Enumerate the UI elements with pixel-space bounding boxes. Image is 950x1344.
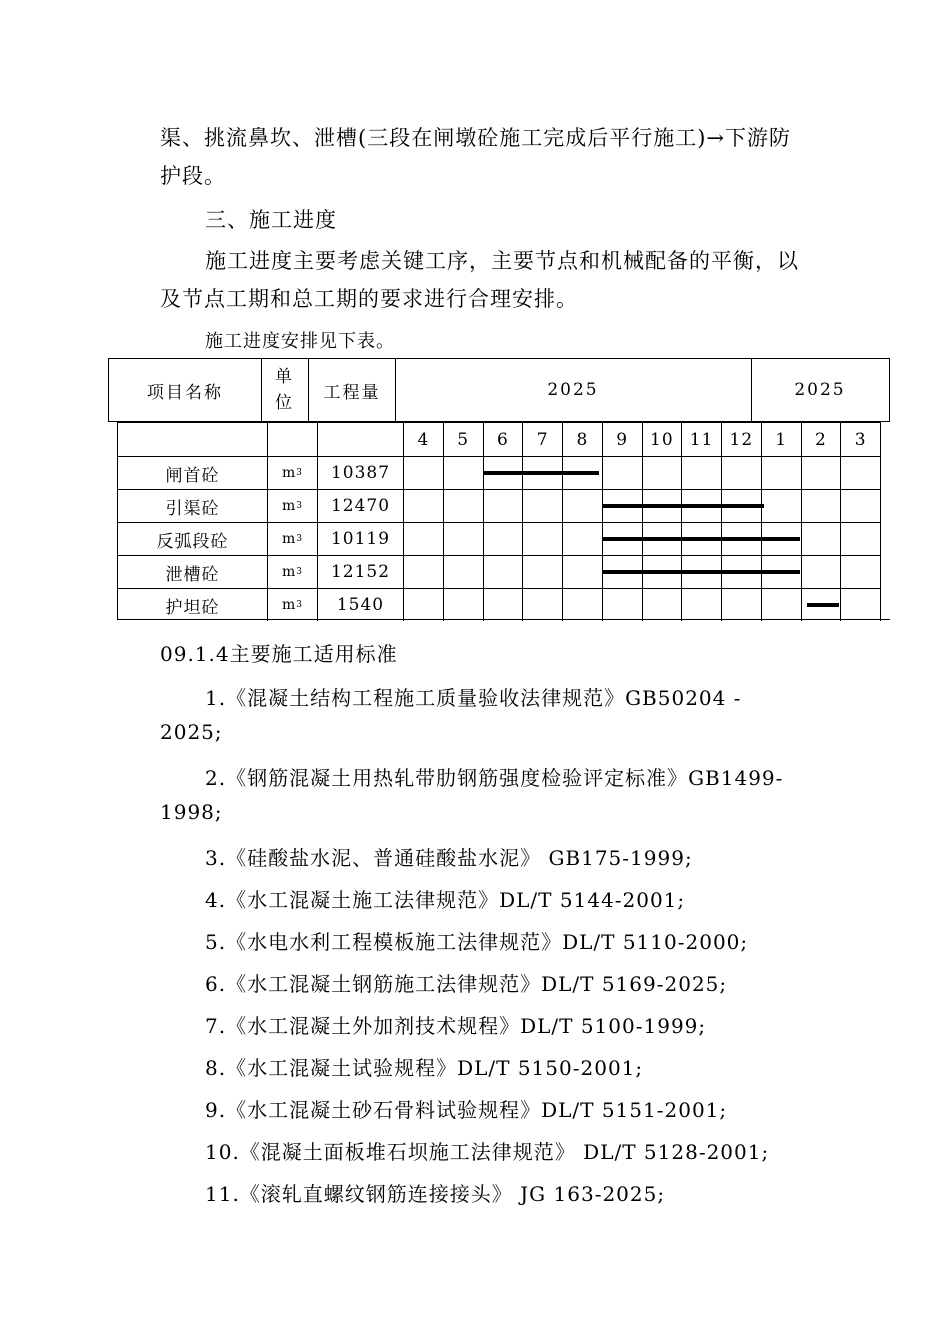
month-cell xyxy=(643,456,683,489)
month-cell xyxy=(404,489,444,522)
month-cell xyxy=(444,555,484,588)
month-header: 2 xyxy=(802,422,842,456)
month-header: 5 xyxy=(444,422,484,456)
row-unit xyxy=(268,456,318,489)
unit-superscript: 3 xyxy=(296,468,303,478)
month-header: 11 xyxy=(682,422,722,456)
row-name: 反弧段砼 xyxy=(118,522,268,555)
month-cell xyxy=(762,456,802,489)
schedule-bar xyxy=(484,471,599,475)
unit-superscript: 3 xyxy=(296,501,303,511)
unit-superscript: 3 xyxy=(296,534,303,544)
header-quantity: 工程量 xyxy=(309,359,396,421)
month-cell xyxy=(722,456,762,489)
month-cell xyxy=(841,522,881,555)
month-header-blank xyxy=(118,422,268,456)
month-cell xyxy=(444,522,484,555)
month-cell xyxy=(682,456,722,489)
month-cell xyxy=(444,588,484,621)
schedule-table-header xyxy=(108,358,890,422)
standard-item-continued: 1998; xyxy=(160,800,223,824)
unit-text: m xyxy=(281,597,297,613)
header-year-2: 2025 xyxy=(794,380,846,400)
month-header: 9 xyxy=(603,422,643,456)
month-cell xyxy=(563,588,603,621)
month-cell xyxy=(404,522,444,555)
unit-text: m xyxy=(281,465,297,481)
month-cell xyxy=(404,456,444,489)
month-cell xyxy=(404,588,444,621)
header-name: 项目名称 xyxy=(109,359,262,421)
month-cell xyxy=(802,456,842,489)
row-quantity: 10119 xyxy=(318,522,404,555)
header-year-1: 2025 xyxy=(395,359,752,421)
month-header: 3 xyxy=(841,422,881,456)
month-header: 1 xyxy=(762,422,802,456)
month-cell xyxy=(484,522,524,555)
standard-item: 9.《水工混凝土砂石骨料试验规程》DL/T 5151-2001; xyxy=(205,1098,728,1122)
row-unit xyxy=(268,522,318,555)
header-unit: 单位 xyxy=(261,359,309,421)
month-cell xyxy=(802,522,842,555)
row-unit xyxy=(268,555,318,588)
month-cell xyxy=(682,588,722,621)
month-cell xyxy=(603,456,643,489)
row-quantity: 10387 xyxy=(318,456,404,489)
schedule-bar xyxy=(603,537,800,541)
section-heading: 三、施工进度 xyxy=(205,208,337,232)
row-name: 护坦砼 xyxy=(118,588,268,621)
month-header-blank xyxy=(268,422,318,456)
month-cell xyxy=(603,588,643,621)
month-header-blank xyxy=(318,422,404,456)
unit-text: m xyxy=(281,564,297,580)
month-header: 6 xyxy=(484,422,524,456)
month-cell xyxy=(523,489,563,522)
schedule-bar xyxy=(807,603,839,607)
month-cell xyxy=(523,555,563,588)
month-cell xyxy=(762,588,802,621)
standard-item: 5.《水电水利工程模板施工法律规范》DL/T 5110-2000; xyxy=(205,930,749,954)
standard-item: 2.《钢筋混凝土用热轧带肋钢筋强度检验评定标准》GB1499- xyxy=(205,766,784,790)
row-name: 泄槽砼 xyxy=(118,555,268,588)
row-quantity: 12470 xyxy=(318,489,404,522)
standard-item: 1.《混凝土结构工程施工质量验收法律规范》GB50204 - xyxy=(205,686,742,710)
standard-item: 11.《滚轧直螺纹钢筋连接接头》 JG 163-2025; xyxy=(205,1182,666,1206)
month-cell xyxy=(523,588,563,621)
month-cell xyxy=(563,522,603,555)
month-cell xyxy=(841,456,881,489)
month-cell xyxy=(484,489,524,522)
standard-item: 6.《水工混凝土钢筋施工法律规范》DL/T 5169-2025; xyxy=(205,972,728,996)
unit-text: m xyxy=(281,498,297,514)
row-quantity: 1540 xyxy=(318,588,404,621)
month-header: 10 xyxy=(643,422,683,456)
row-name: 闸首砼 xyxy=(118,456,268,489)
month-header: 4 xyxy=(404,422,444,456)
month-cell xyxy=(484,555,524,588)
standard-item: 4.《水工混凝土施工法律规范》DL/T 5144-2001; xyxy=(205,888,686,912)
standard-item: 7.《水工混凝土外加剂技术规程》DL/T 5100-1999; xyxy=(205,1014,707,1038)
standard-item: 10.《混凝土面板堆石坝施工法律规范》 DL/T 5128-2001; xyxy=(205,1140,770,1164)
month-cell xyxy=(841,555,881,588)
unit-text: m xyxy=(281,531,297,547)
schedule-table-body xyxy=(117,422,890,620)
section-title: 09.1.4主要施工适用标准 xyxy=(160,642,398,666)
month-cell xyxy=(484,588,524,621)
row-name: 引渠砼 xyxy=(118,489,268,522)
standard-item: 3.《硅酸盐水泥、普通硅酸盐水泥》 GB175-1999; xyxy=(205,846,693,870)
paragraph-line: 护段。 xyxy=(160,164,226,188)
month-cell xyxy=(762,489,802,522)
month-header: 7 xyxy=(523,422,563,456)
month-header: 12 xyxy=(722,422,762,456)
month-cell xyxy=(523,522,563,555)
month-cell xyxy=(841,588,881,621)
paragraph-line: 施工进度主要考虑关键工序，主要节点和机械配备的平衡，以 xyxy=(205,249,799,273)
unit-superscript: 3 xyxy=(296,600,303,610)
month-cell xyxy=(722,588,762,621)
paragraph-line: 及节点工期和总工期的要求进行合理安排。 xyxy=(160,287,578,311)
month-cell xyxy=(802,555,842,588)
month-cell xyxy=(563,555,603,588)
month-cell xyxy=(802,489,842,522)
unit-superscript: 3 xyxy=(296,567,303,577)
schedule-bar xyxy=(603,570,800,574)
month-cell xyxy=(444,489,484,522)
month-cell xyxy=(563,489,603,522)
month-header: 8 xyxy=(563,422,603,456)
month-cell xyxy=(643,588,683,621)
schedule-bar xyxy=(603,504,764,508)
month-cell xyxy=(404,555,444,588)
month-cell xyxy=(841,489,881,522)
standard-item: 8.《水工混凝土试验规程》DL/T 5150-2001; xyxy=(205,1056,644,1080)
month-cell xyxy=(444,456,484,489)
row-quantity: 12152 xyxy=(318,555,404,588)
table-caption: 施工进度安排见下表。 xyxy=(205,331,395,352)
standard-item-continued: 2025; xyxy=(160,720,223,744)
row-unit xyxy=(268,489,318,522)
row-unit xyxy=(268,588,318,621)
paragraph-line: 渠、挑流鼻坎、泄槽(三段在闸墩砼施工完成后平行施工)→下游防 xyxy=(160,126,791,150)
